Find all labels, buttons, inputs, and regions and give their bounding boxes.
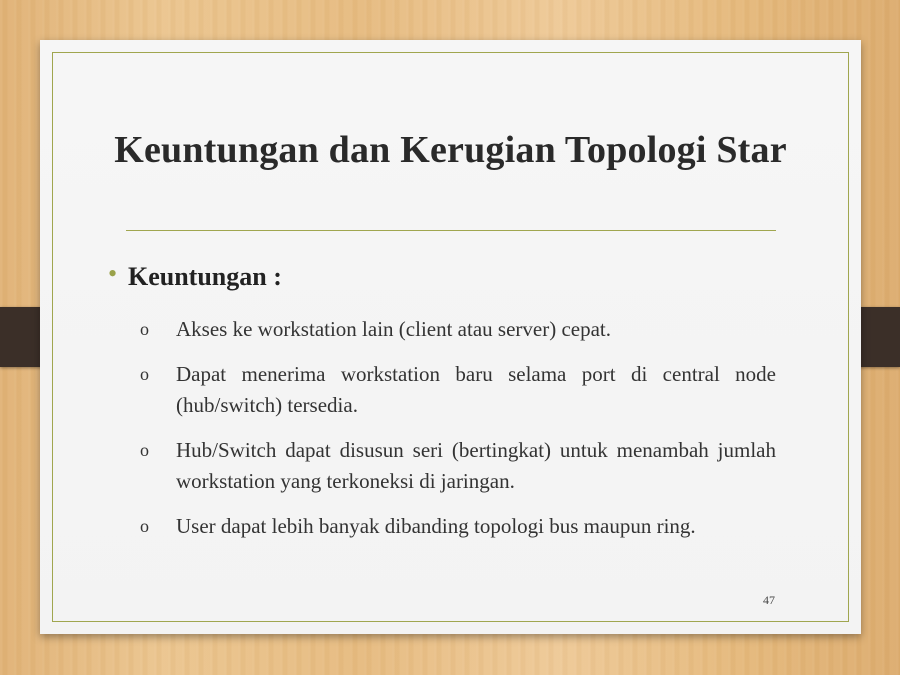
list-item (140, 511, 776, 542)
slide (40, 40, 861, 634)
bullet-dot-icon: • (108, 259, 118, 288)
list-item (140, 314, 776, 345)
circle-bullet-icon: o (140, 440, 149, 460)
list-item-text: User dapat lebih banyak dibanding topologi bus maupun ring. (176, 514, 696, 538)
list-item (140, 435, 776, 497)
advantages-list (140, 314, 776, 556)
circle-bullet-icon: o (140, 364, 149, 384)
section-heading-row (108, 259, 282, 292)
slide-title: Keuntungan dan Kerugian Topologi Star (114, 129, 787, 171)
circle-bullet-icon: o (140, 319, 149, 339)
list-item (140, 359, 776, 421)
list-item-text: Hub/Switch dapat disusun seri (bertingkat) untuk menambah jumlah workstation yang terkoneksi di jaringan. (176, 438, 776, 493)
title-divider (126, 230, 776, 231)
list-item-text: Akses ke workstation lain (client atau server) cepat. (176, 317, 612, 341)
circle-bullet-icon: o (140, 516, 149, 536)
section-heading: Keuntungan : (128, 262, 282, 291)
page-number: 47 (763, 593, 775, 607)
list-item-text: Dapat menerima workstation baru selama port di central node (hub/switch) tersedia. (176, 362, 776, 417)
